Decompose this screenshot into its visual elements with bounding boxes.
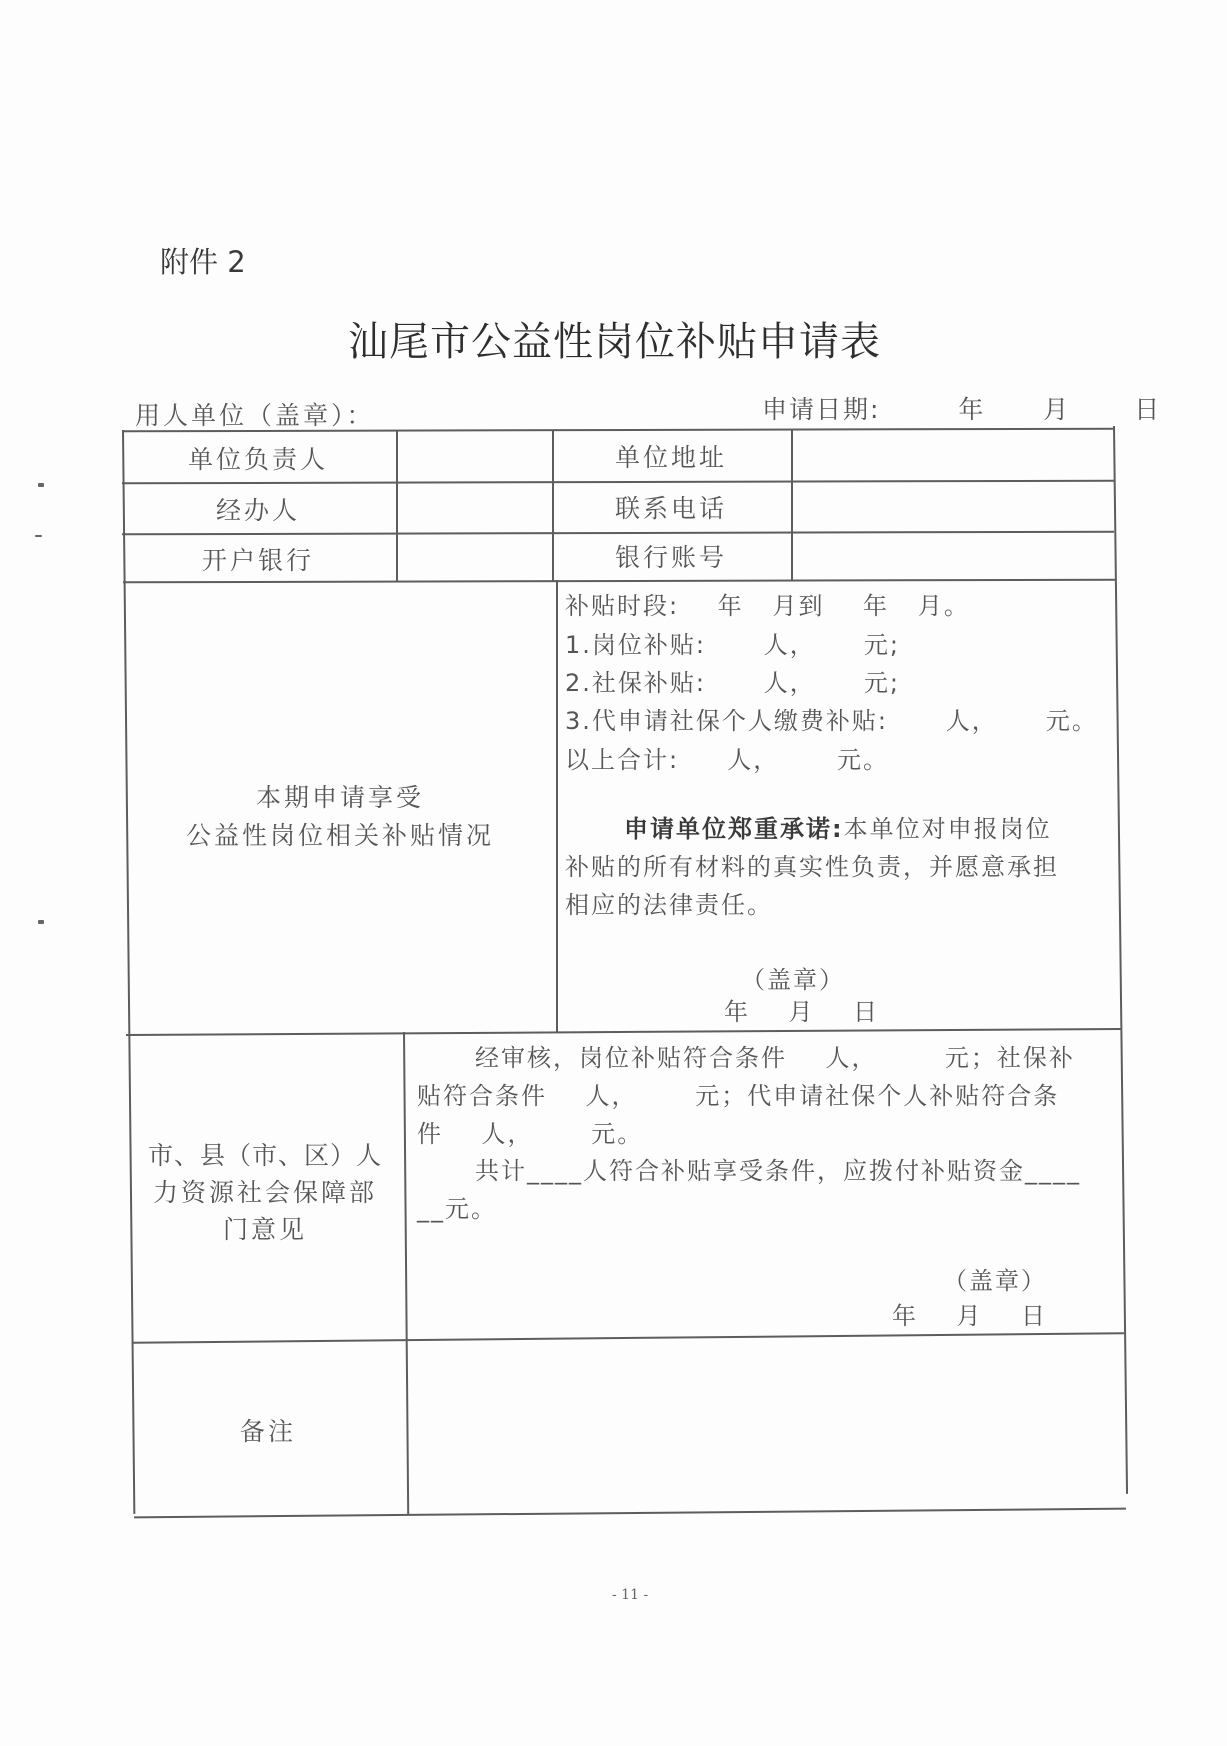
employer-seal-label: 用人单位（盖章）：	[135, 401, 375, 430]
remarks-label: 备注	[239, 1417, 297, 1446]
review-line3: 件 人， 元。	[417, 1120, 644, 1148]
commitment-line3: 相应的法律责任。	[565, 891, 773, 919]
review-line5: __元。	[417, 1195, 497, 1223]
label-bank-account: 银行账号	[614, 543, 728, 572]
commitment-heading: 申请单位郑重承诺:	[624, 815, 844, 843]
date-year: 年	[958, 395, 986, 424]
unit-head-field[interactable]	[398, 431, 550, 481]
review-label-line2: 力资源社会保障部	[152, 1178, 378, 1207]
application-date-label: 申请日期:	[762, 395, 881, 424]
label-unit-head: 单位负责人	[187, 445, 329, 474]
subsidy-section-label-line2: 公益性岗位相关补贴情况	[185, 821, 495, 850]
remarks-field[interactable]	[406, 1340, 1118, 1510]
date-day: 日	[1134, 395, 1162, 424]
review-line2: 贴符合条件 人， 元；代申请社保个人补贴符合条	[417, 1082, 1060, 1110]
date-month: 月	[1043, 395, 1071, 424]
page-number: - 11 -	[612, 1587, 649, 1603]
contact-phone-field[interactable]	[793, 483, 1111, 531]
commitment-line2: 补贴的所有材料的真实性负责，并愿意承担	[565, 853, 1059, 881]
table-border-left	[122, 430, 135, 1514]
attachment-label: 附件 2	[160, 245, 246, 279]
label-handler: 经办人	[215, 496, 301, 525]
applicant-seal-date: 年 月 日	[724, 998, 880, 1026]
subsidy-period: 补贴时段: 年 月到 年 月。	[565, 592, 970, 620]
section-divider	[126, 1028, 1121, 1036]
binding-hole-mark	[35, 535, 42, 537]
subsidy-item-post: 1.岗位补贴: 人， 元;	[565, 631, 900, 659]
bank-field[interactable]	[398, 534, 550, 579]
label-bank: 开户银行	[201, 546, 315, 575]
review-label-line3: 门意见	[222, 1215, 308, 1244]
label-contact-phone: 联系电话	[614, 494, 728, 523]
form-title: 汕尾市公益性岗位补贴申请表	[348, 319, 881, 365]
column-divider	[556, 580, 558, 1032]
review-label-line1: 市、县（市、区）人	[147, 1141, 383, 1170]
unit-address-field[interactable]	[793, 431, 1111, 481]
review-line4: 共计____人符合补贴享受条件，应拨付补贴资金____	[475, 1157, 1081, 1185]
row-divider	[123, 579, 1115, 583]
handler-field[interactable]	[398, 483, 550, 531]
binding-hole-mark	[38, 483, 44, 487]
subsidy-section-label-line1: 本期申请享受	[255, 783, 425, 812]
label-unit-address: 单位地址	[614, 443, 728, 472]
binding-hole-mark	[38, 920, 44, 924]
subsidy-total: 以上合计: 人， 元。	[565, 746, 890, 774]
application-date	[762, 390, 1161, 426]
bank-account-field[interactable]	[793, 534, 1111, 579]
commitment-text-1: 本单位对申报岗位	[843, 815, 1052, 843]
subsidy-item-social-insurance: 2.社保补贴: 人， 元;	[565, 669, 900, 697]
commitment-line1	[624, 809, 1052, 844]
review-line1: 经审核，岗位补贴符合条件 人， 元；社保补	[475, 1044, 1075, 1072]
applicant-seal: （盖章）	[741, 966, 845, 994]
review-seal-date: 年 月 日	[892, 1302, 1048, 1330]
review-seal: （盖章）	[943, 1267, 1047, 1295]
column-divider	[552, 430, 554, 582]
subsidy-item-personal-contribution: 3.代申请社保个人缴费补贴: 人， 元。	[565, 707, 1098, 735]
